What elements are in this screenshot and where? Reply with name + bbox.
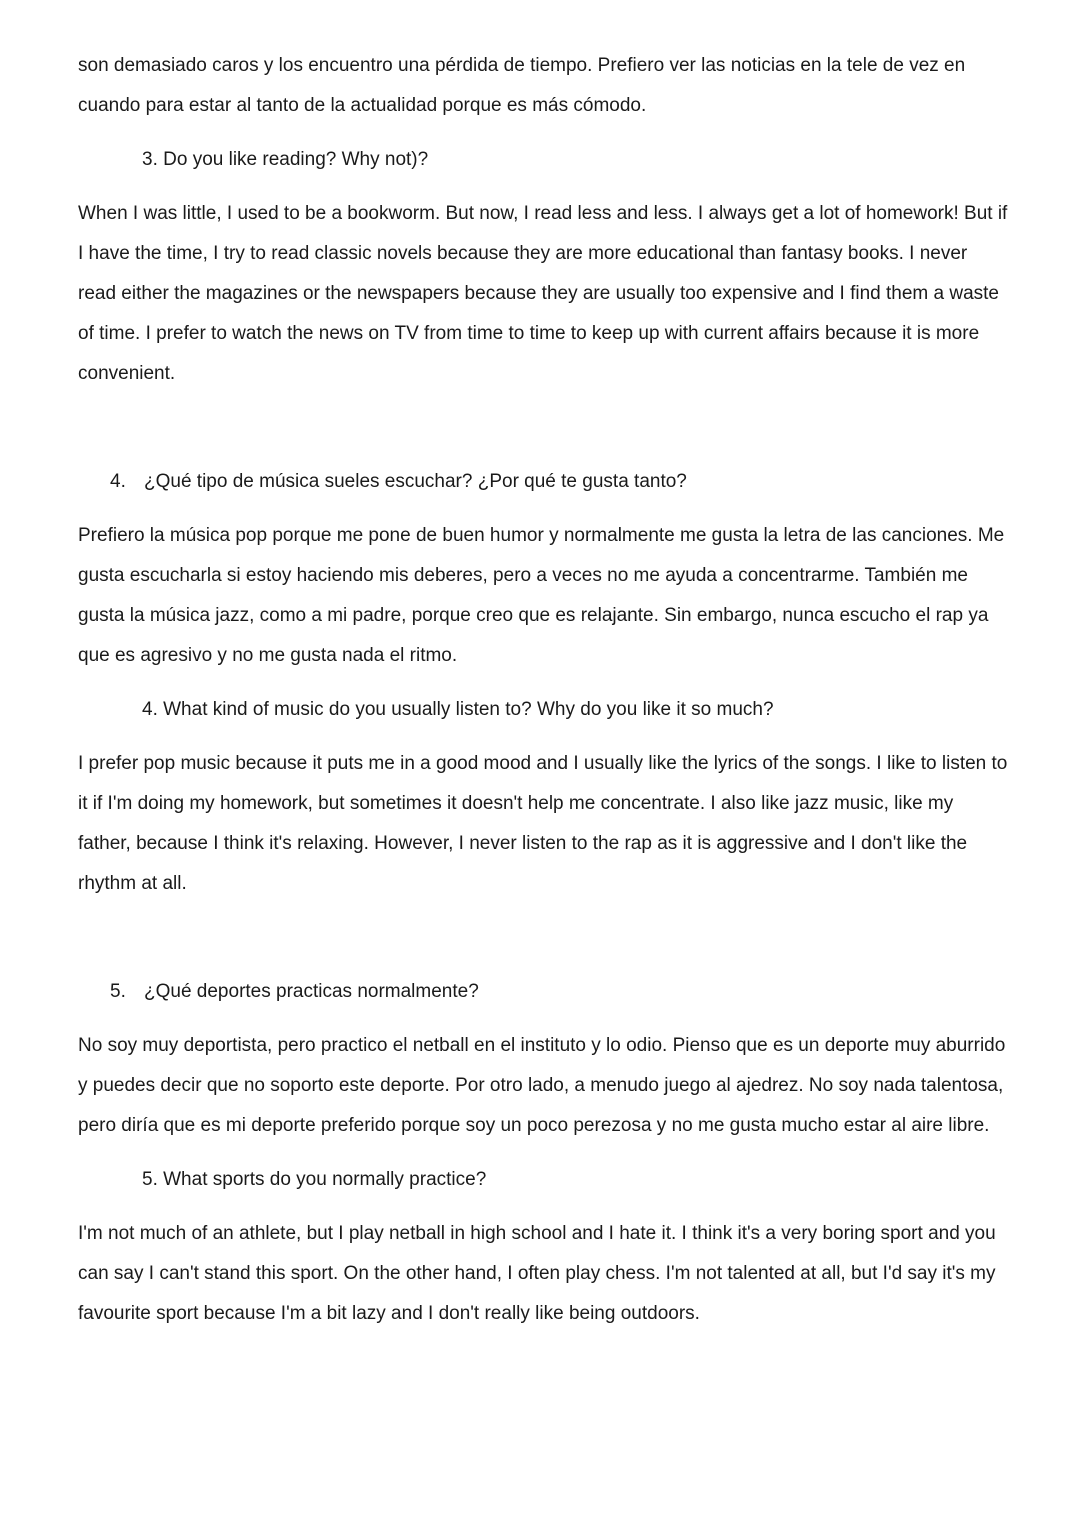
answer-3-en: When I was little, I used to be a bookworm. But now, I read less and less. I always get a lot of homework! But if I have the time, I try to read classic novels because they are more educational than fantasy books. I never read either the magazines or the newspapers because they are usually too expensive and I find them a waste of time. I prefer to watch the news on TV from time to time to keep up with current affairs because it is more convenient. xyxy=(78,203,1008,384)
answer-3-es-continued: son demasiado caros y los encuentro una pérdida de tiempo. Prefiero ver las noticias en la tele de vez en cuando para estar al tanto de la actualidad porque es más cómodo. xyxy=(78,55,966,116)
question-text: ¿Qué tipo de música sueles escuchar? ¿Por qué te gusta tanto? xyxy=(144,471,687,492)
answer-4-en: I prefer pop music because it puts me in a good mood and I usually like the lyrics of the songs. I like to listen to it if I'm doing my homework, but sometimes it doesn't help me concentrate. I also like jazz music, like my father, because I think it's relaxing. However, I never listen to the rap as it is aggressive and I don't like the rhythm at all. xyxy=(78,753,1008,894)
question-3-en: 3. Do you like reading? Why not)? xyxy=(142,149,429,170)
answer-5-en: I'm not much of an athlete, but I play netball in high school and I hate it. I think it's a very boring sport and you can say I can't stand this sport. On the other hand, I often play chess. I'm not talented at all, but I'd say it's my favourite sport because I'm a bit lazy and I don't really like being outdoors. xyxy=(78,1223,996,1324)
question-number: 5. xyxy=(110,981,126,1002)
question-5-es xyxy=(78,972,1008,1012)
answer-4-es: Prefiero la música pop porque me pone de buen humor y normalmente me gusta la letra de las canciones. Me gusta escucharla si estoy haciendo mis deberes, pero a veces no me ayuda a concentrarme. También me gusta la música jazz, como a mi padre, porque creo que es relajante. Sin embargo, nunca escucho el rap ya que es agresivo y no me gusta nada el ritmo. xyxy=(78,525,1005,666)
question-4-es xyxy=(78,462,1008,502)
document-page xyxy=(78,46,1008,1334)
question-number: 4. xyxy=(110,471,126,492)
answer-5-es: No soy muy deportista, pero practico el netball en el instituto y lo odio. Pienso que es un deporte muy aburrido y puedes decir que no soporto este deporte. Por otro lado, a menudo juego al ajedrez. No soy nada talentosa, pero diría que es mi deporte preferido porque soy un poco perezosa y no me gusta mucho estar al aire libre. xyxy=(78,1035,1006,1136)
question-5-en: 5. What sports do you normally practice? xyxy=(142,1169,487,1190)
question-4-en: 4. What kind of music do you usually listen to? Why do you like it so much? xyxy=(142,699,774,720)
question-text: ¿Qué deportes practicas normalmente? xyxy=(144,981,479,1002)
